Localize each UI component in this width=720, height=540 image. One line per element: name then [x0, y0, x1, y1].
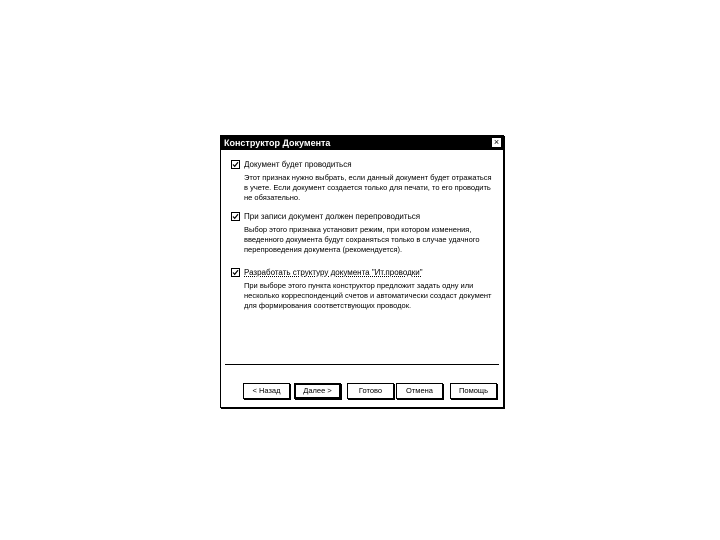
checkmark-icon: [232, 161, 239, 168]
option-description: Выбор этого признака установит режим, при котором изменения, введенного документа будут сохраняться только в случае удачного перепроведения документа (рекомендуется).: [244, 225, 480, 254]
checkbox-document-posted[interactable]: [231, 160, 240, 169]
option-label[interactable]: Разработать структуру документа "Ит.проводки": [244, 268, 423, 277]
option-design-postings-structure: [231, 268, 493, 311]
dialog-title: Конструктор Документа: [224, 138, 331, 148]
option-repost-on-save: [231, 212, 493, 255]
close-icon: ×: [493, 137, 500, 147]
checkmark-icon: [232, 213, 239, 220]
option-label[interactable]: Документ будет проводиться: [244, 160, 352, 169]
next-button[interactable]: Далее >: [294, 383, 341, 399]
dialog-titlebar[interactable]: [221, 136, 503, 150]
checkmark-icon: [232, 269, 239, 276]
option-label[interactable]: При записи документ должен перепроводиться: [244, 212, 421, 221]
option-description: Этот признак нужно выбрать, если данный документ будет отражаться в учете. Если документ создается только для печати, то его проводить не обязательно.: [244, 173, 492, 202]
button-separator: [225, 364, 499, 365]
finish-button[interactable]: Готово: [347, 383, 394, 399]
back-button[interactable]: < Назад: [243, 383, 290, 399]
cancel-button[interactable]: Отмена: [396, 383, 443, 399]
checkbox-design-postings-structure[interactable]: [231, 268, 240, 277]
option-description: При выборе этого пункта конструктор предложит задать одну или несколько корреспонденций счетов и автоматически создаст документ для формирования соответствующих проводок.: [244, 281, 492, 310]
option-document-posted: [231, 160, 493, 203]
help-button[interactable]: Помощь: [450, 383, 497, 399]
checkbox-repost-on-save[interactable]: [231, 212, 240, 221]
constructor-dialog: [220, 135, 504, 408]
close-button[interactable]: [492, 138, 501, 147]
